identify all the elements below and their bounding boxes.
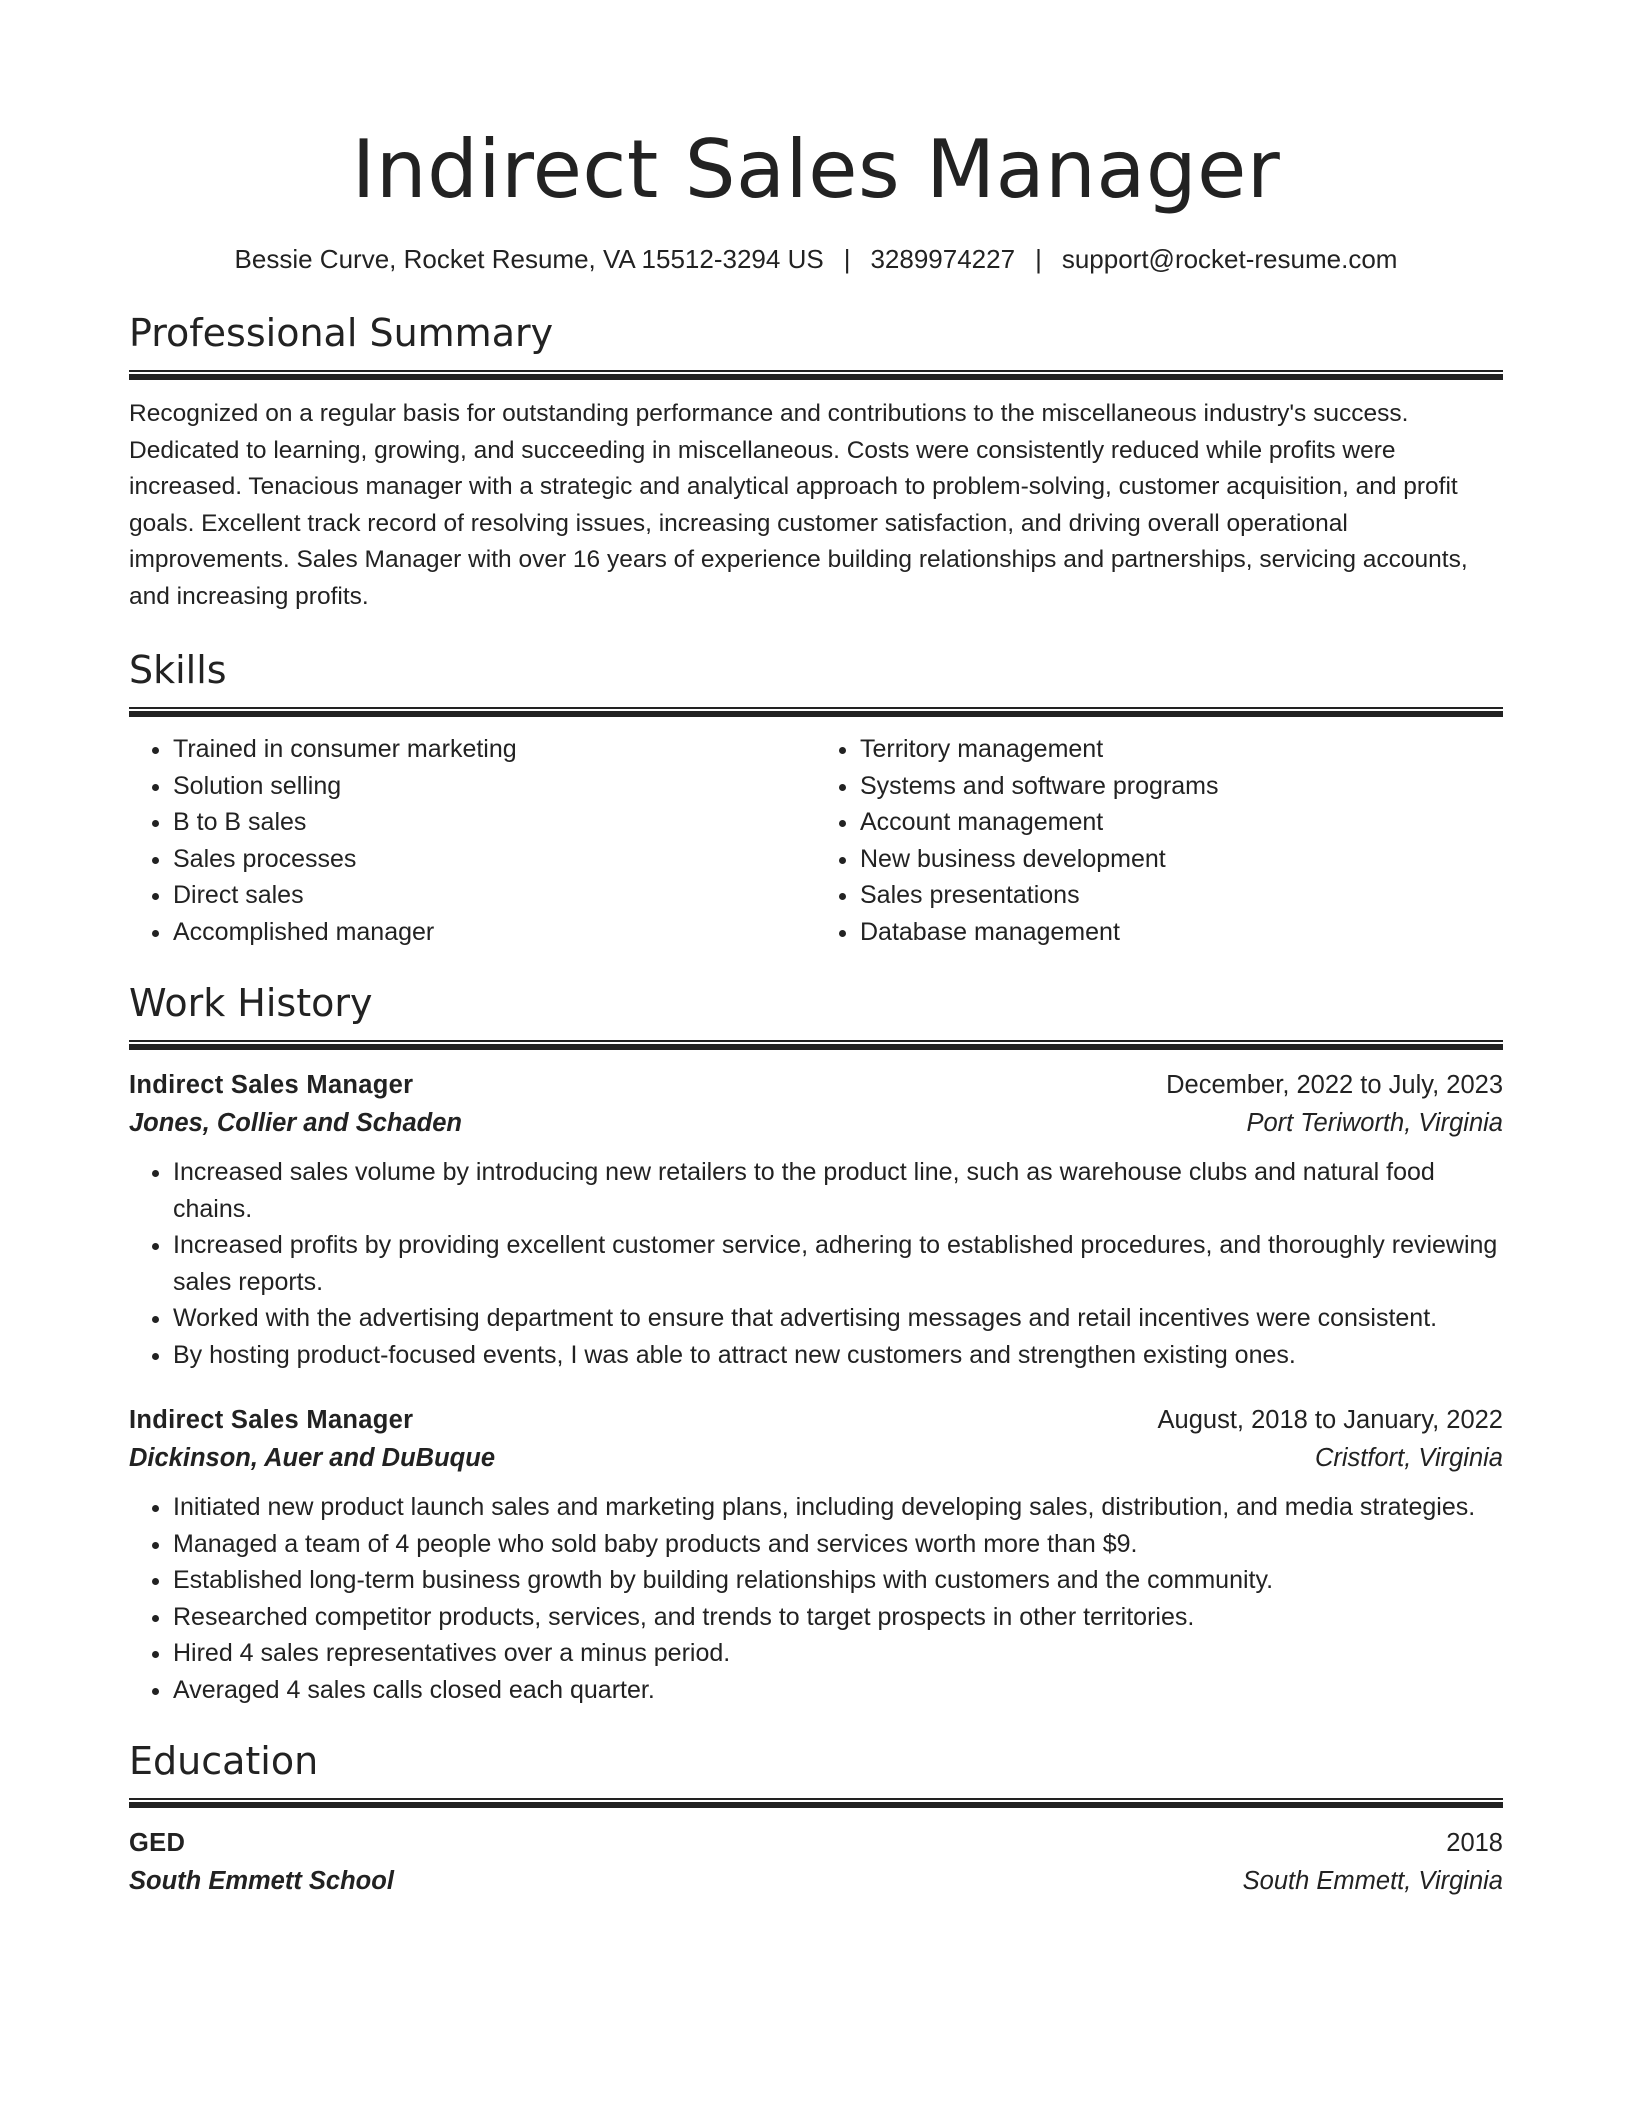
job-bullet: • Hired 4 sales representatives over a minus period.	[173, 1635, 1503, 1672]
education-subheader	[129, 1862, 1503, 1900]
job-entry	[129, 1066, 1503, 1373]
contact-email: support@rocket-resume.com	[1061, 244, 1398, 274]
job-bullet: • By hosting product-focused events, I was able to attract new customers and strengthen existing ones.	[173, 1337, 1503, 1374]
section-divider	[129, 1040, 1503, 1050]
work-heading: Work History	[129, 981, 373, 1025]
skill-item: • Systems and software programs	[860, 768, 1503, 805]
job-company: Dickinson, Auer and DuBuque	[129, 1444, 496, 1472]
job-company: Jones, Collier and Schaden	[129, 1109, 463, 1137]
summary-text: Recognized on a regular basis for outstanding performance and contributions to the miscellaneous industry's success. Dedicated to learning, growing, and succeeding in miscellaneous. Costs were consistently reduced while profits were increased. Tenacious manager with a strategic and analytical approach to problem-solving, customer acquisition, and profit goals. Excellent track record of resolving issues, increasing customer satisfaction, and driving overall operational improvements. Sales Manager with over 16 years of experience building relationships and partnerships, servicing accounts, and increasing profits.	[129, 400, 1468, 610]
job-header	[129, 1401, 1503, 1439]
job-bullets	[129, 1154, 1503, 1373]
skills-columns	[129, 731, 1503, 950]
skill-item: • Solution selling	[173, 768, 816, 805]
job-location: Port Teriworth, Virginia	[1246, 1109, 1503, 1137]
job-bullet: • Worked with the advertising department to ensure that advertising messages and retail incentives were consistent.	[173, 1300, 1503, 1337]
section-divider	[129, 1798, 1503, 1808]
skills-left-column	[129, 731, 816, 950]
job-bullet: • Managed a team of 4 people who sold baby products and services worth more than $9.	[173, 1526, 1503, 1563]
skill-item: • Territory management	[860, 731, 1503, 768]
contact-address: Bessie Curve, Rocket Resume, VA 15512-3294 US	[234, 244, 824, 274]
skill-item: • Sales processes	[173, 841, 816, 878]
education-school: South Emmett School	[129, 1867, 394, 1895]
job-title: Indirect Sales Manager	[129, 1406, 414, 1434]
skill-item: • Trained in consumer marketing	[173, 731, 816, 768]
education-year: 2018	[1446, 1829, 1503, 1857]
job-subheader	[129, 1104, 1503, 1142]
skill-item: • Accomplished manager	[173, 914, 816, 951]
summary-section	[129, 310, 1503, 615]
skill-item: • New business development	[860, 841, 1503, 878]
job-header	[129, 1066, 1503, 1104]
summary-heading: Professional Summary	[129, 311, 554, 355]
education-section	[129, 1738, 1503, 1900]
skill-item: • Direct sales	[173, 877, 816, 914]
job-bullets	[129, 1489, 1503, 1708]
skills-section	[129, 647, 1503, 950]
job-bullet: • Averaged 4 sales calls closed each quarter.	[173, 1672, 1503, 1709]
job-title: Indirect Sales Manager	[129, 1071, 414, 1099]
contact-line	[129, 242, 1503, 276]
skills-right-column	[816, 731, 1503, 950]
job-subheader	[129, 1439, 1503, 1477]
contact-phone: 3289974227	[870, 244, 1016, 274]
section-divider	[129, 370, 1503, 380]
resume-title: Indirect Sales Manager	[351, 123, 1281, 216]
education-degree: GED	[129, 1829, 186, 1857]
education-heading: Education	[129, 1739, 319, 1783]
section-divider	[129, 707, 1503, 717]
skill-item: • B to B sales	[173, 804, 816, 841]
skill-item: • Sales presentations	[860, 877, 1503, 914]
job-dates: December, 2022 to July, 2023	[1166, 1071, 1503, 1099]
education-location: South Emmett, Virginia	[1242, 1867, 1503, 1895]
education-entry	[129, 1824, 1503, 1900]
job-bullet: • Researched competitor products, services, and trends to target prospects in other territories.	[173, 1599, 1503, 1636]
job-dates: August, 2018 to January, 2022	[1157, 1406, 1503, 1434]
skills-heading: Skills	[129, 648, 227, 692]
job-bullet: • Increased sales volume by introducing new retailers to the product line, such as warehouse clubs and natural food chains.	[173, 1154, 1503, 1227]
contact-separator: |	[1035, 244, 1042, 274]
job-bullet: • Initiated new product launch sales and marketing plans, including developing sales, distribution, and media strategies.	[173, 1489, 1503, 1526]
job-bullet: • Increased profits by providing excellent customer service, adhering to established procedures, and thoroughly reviewing sales reports.	[173, 1227, 1503, 1300]
job-bullet: • Established long-term business growth by building relationships with customers and the community.	[173, 1562, 1503, 1599]
skill-item: • Account management	[860, 804, 1503, 841]
education-header	[129, 1824, 1503, 1862]
work-section	[129, 980, 1503, 1708]
skill-item: • Database management	[860, 914, 1503, 951]
job-location: Cristfort, Virginia	[1314, 1444, 1503, 1472]
job-entry	[129, 1401, 1503, 1708]
contact-separator: |	[843, 244, 851, 274]
